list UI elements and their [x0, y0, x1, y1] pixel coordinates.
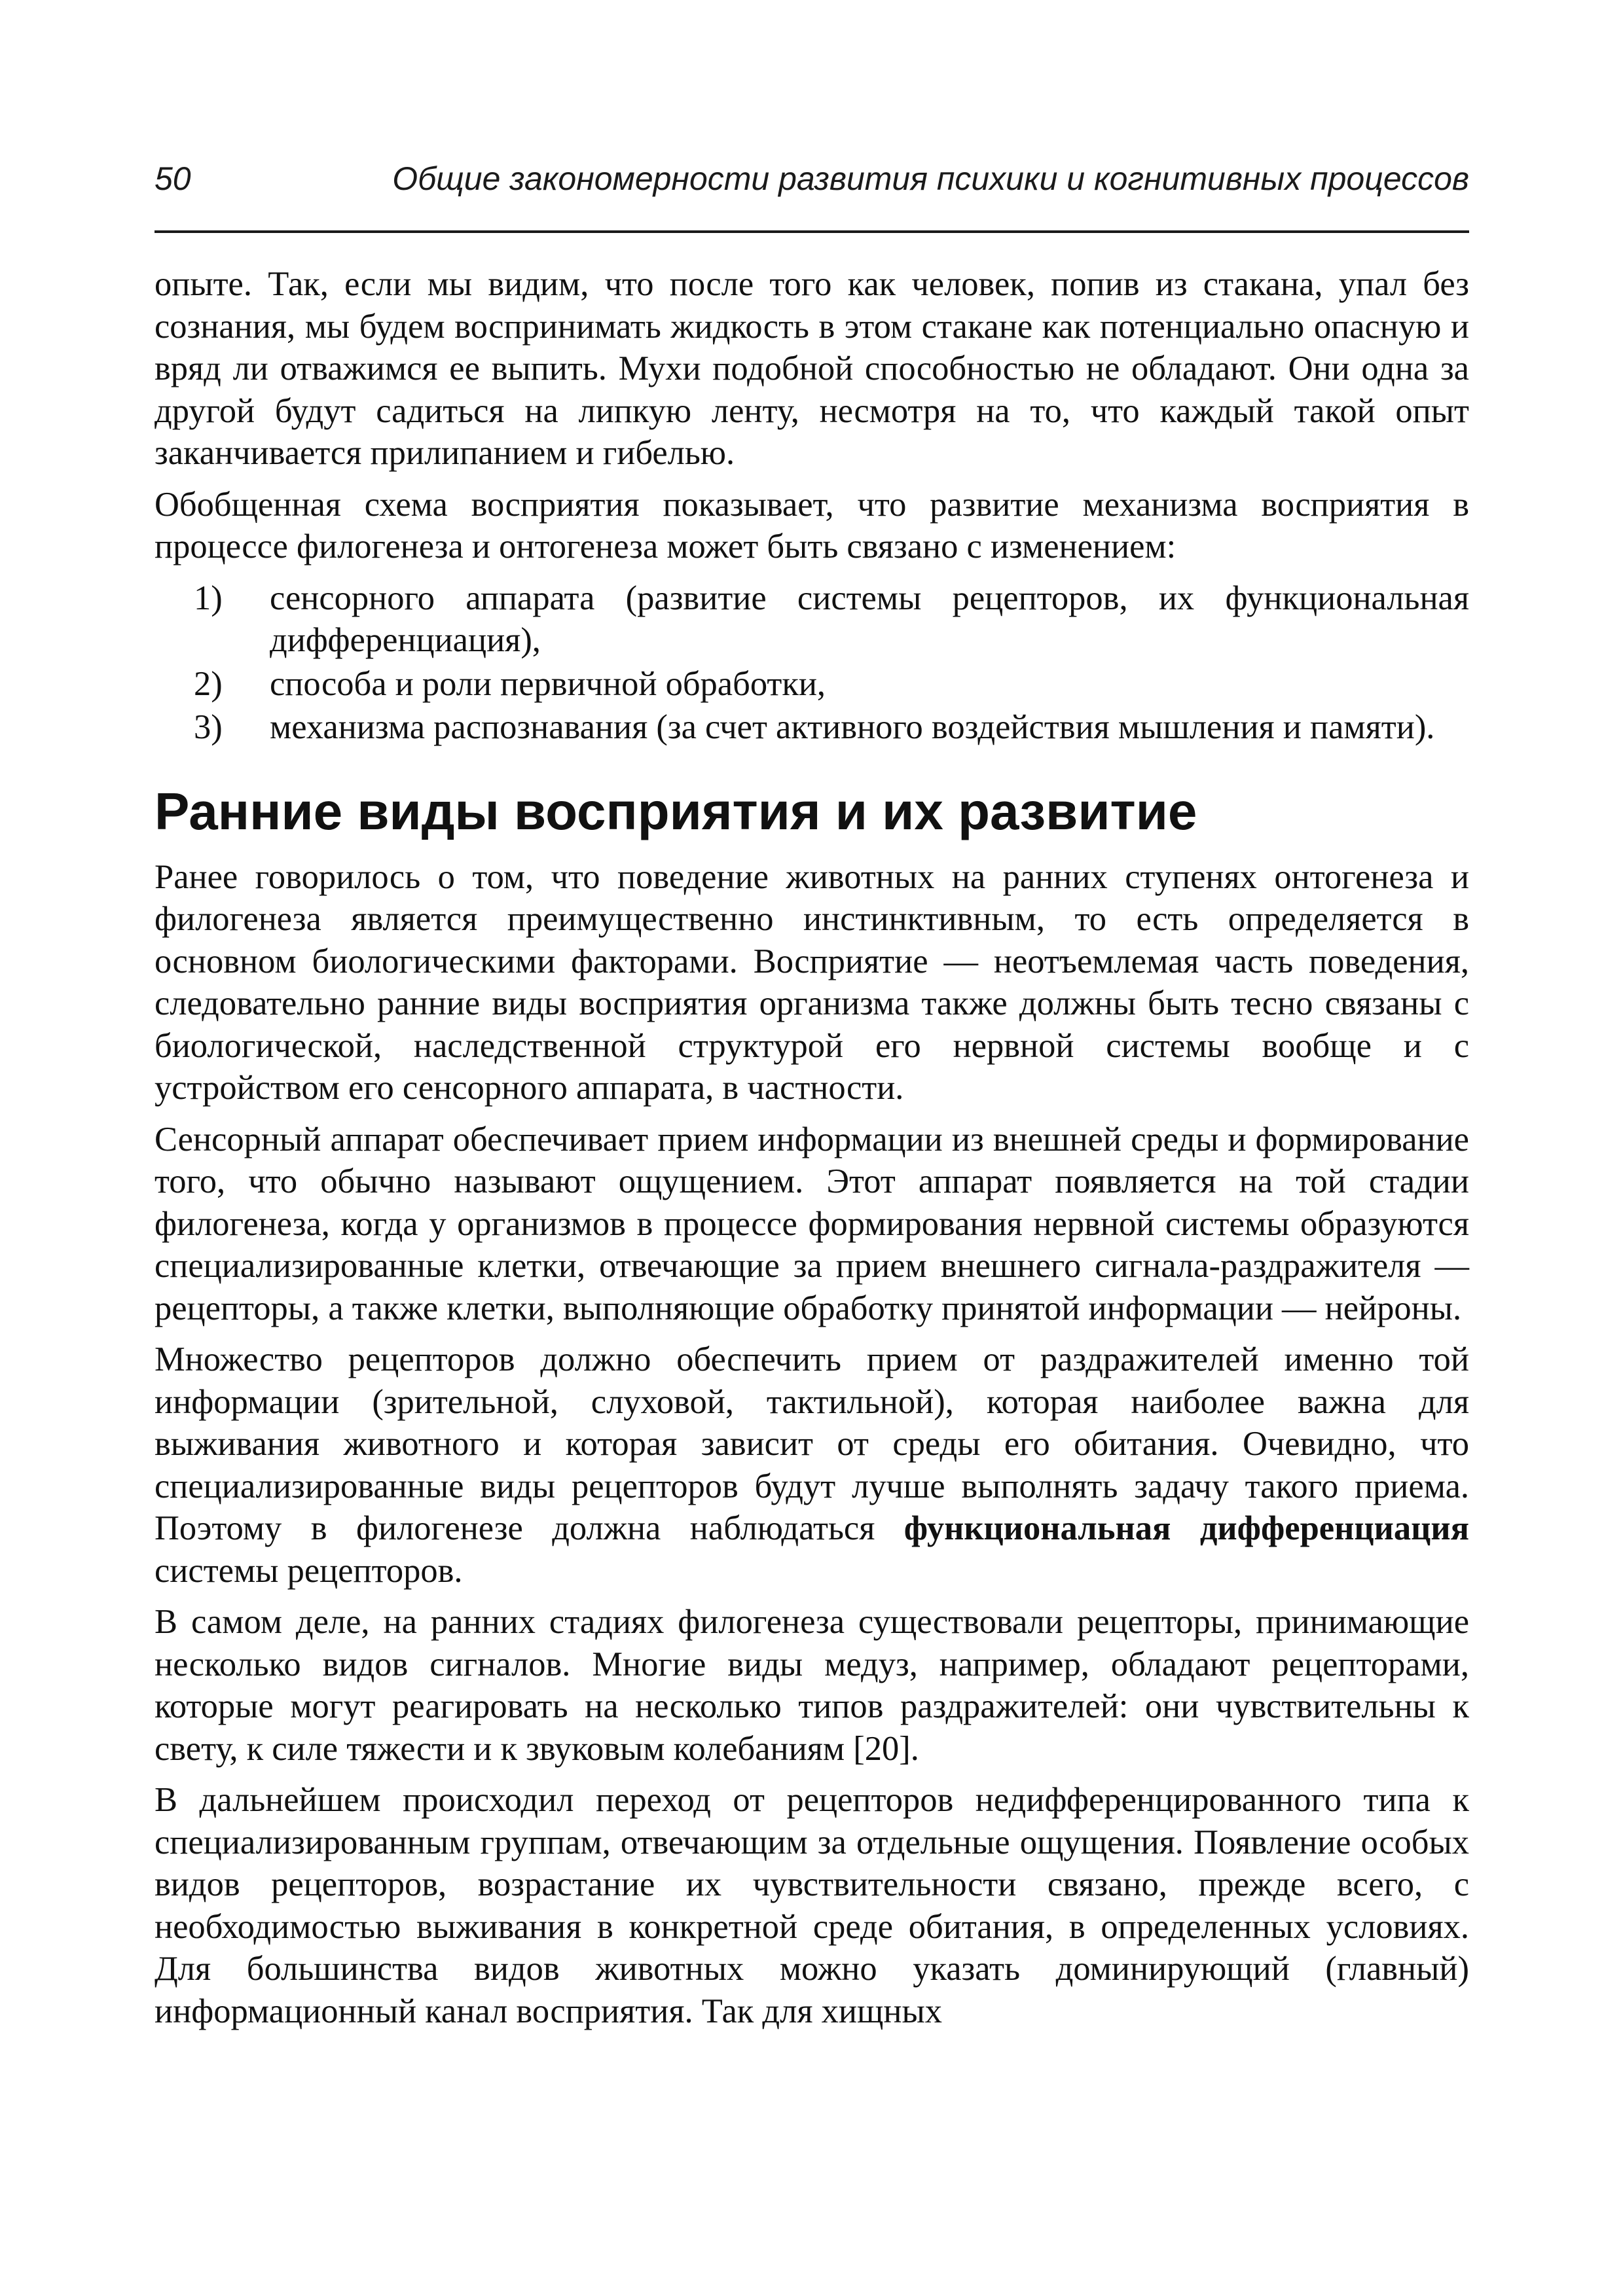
paragraph-1: опыте. Так, если мы видим, что после того как человек, попив из стакана, упал без сознания, мы будем воспринимать жидкость в этом стакане как потенциально опасную и вряд ли отважимся ее выпить. Мухи подобной способностью не обладают. Они одна за другой будут садиться на липкую ленту, несмотря на то, что каждый такой опыт заканчивается прилипанием и гибелью.: [155, 265, 1469, 472]
list-item: [155, 663, 1469, 706]
list-item-text: сенсорного аппарата (развитие системы рецепторов, их функциональная дифференциация),: [270, 579, 1469, 659]
list-item-text: механизма распознавания (за счет активного воздействия мышления и памяти).: [270, 708, 1435, 746]
page-number: 50: [155, 160, 191, 197]
list-item: [155, 706, 1469, 749]
section-heading: Ранние виды восприятия и их развитие: [155, 781, 1197, 840]
running-header: [155, 149, 1469, 208]
paragraph-5-text-end: системы рецепторов.: [155, 1551, 463, 1590]
paragraph-6: В самом деле, на ранних стадиях филогенеза существовали рецепторы, принимающие несколько видов сигналов. Многие виды медуз, например, обладают рецепторами, которые могут реагировать на несколько типов раздражителей: они чувствительны к свету, к силе тяжести и к звуковым колебаниям [20].: [155, 1603, 1469, 1768]
body-text: [155, 263, 1469, 2032]
paragraph-4: Сенсорный аппарат обеспечивает прием информации из внешней среды и формирование того, что обычно называют ощущением. Этот аппарат появляется на той стадии филогенеза, когда у организмов в процессе формирования нервной системы образуются специализированные клетки, отвечающие за прием внешнего сигнала-раздражителя — рецепторы, а также клетки, выполняющие обработку принятой информации — нейроны.: [155, 1120, 1469, 1327]
list-item-number: 1): [194, 579, 223, 617]
list-item-text: способа и роли первичной обработки,: [270, 664, 826, 703]
list-item: [155, 577, 1469, 662]
paragraph-3: Ранее говорилось о том, что поведение животных на ранних ступенях онтогенеза и филогенеза является преимущественно инстинктивным, то есть определяется в основном биологическими факторами. Восприятие — неотъемлемая часть поведения, следовательно ранние виды восприятия организма также должны быть тесно связаны с биологической, наследственной структурой его нервной системы вообще и с устройством его сенсорного аппарата, в частности.: [155, 857, 1469, 1107]
list-item-number: 2): [194, 664, 223, 703]
list-item-number: 3): [194, 708, 223, 746]
paragraph-2: Обобщенная схема восприятия показывает, что развитие механизма восприятия в процессе филогенеза и онтогенеза может быть связано с изменением:: [155, 485, 1469, 565]
paragraph-7: В дальнейшем происходил переход от рецепторов недифференцированного типа к специализированным группам, отвечающим за отдельные ощущения. Появление особых видов рецепторов, возрастание их чувствительности связано, прежде всего, с необходимостью выживания в конкретной среде обитания, в определенных условиях. Для большинства видов животных можно указать доминирующий (главный) информационный канал восприятия. Так для хищных: [155, 1781, 1469, 2030]
header-rule: [155, 230, 1469, 233]
paragraph-5: [155, 1338, 1469, 1592]
numbered-list: [155, 577, 1469, 749]
bold-term: функциональная дифференциация: [903, 1509, 1469, 1547]
book-page: [155, 149, 1469, 2041]
paragraph-5-text-start: Множество рецепторов должно обеспечить прием от раздражителей именно той информации (зрительной, слуховой, тактильной), которая наиболее важна для выживания животного и которая зависит от среды его обитания. Очевидно, что специализированные виды рецепторов будут лучше выполнять задачу такого приема. Поэтому в филогенезе должна наблюдаться: [155, 1340, 1469, 1547]
running-title: Общие закономерности развития психики и когнитивных процессов: [392, 160, 1469, 197]
